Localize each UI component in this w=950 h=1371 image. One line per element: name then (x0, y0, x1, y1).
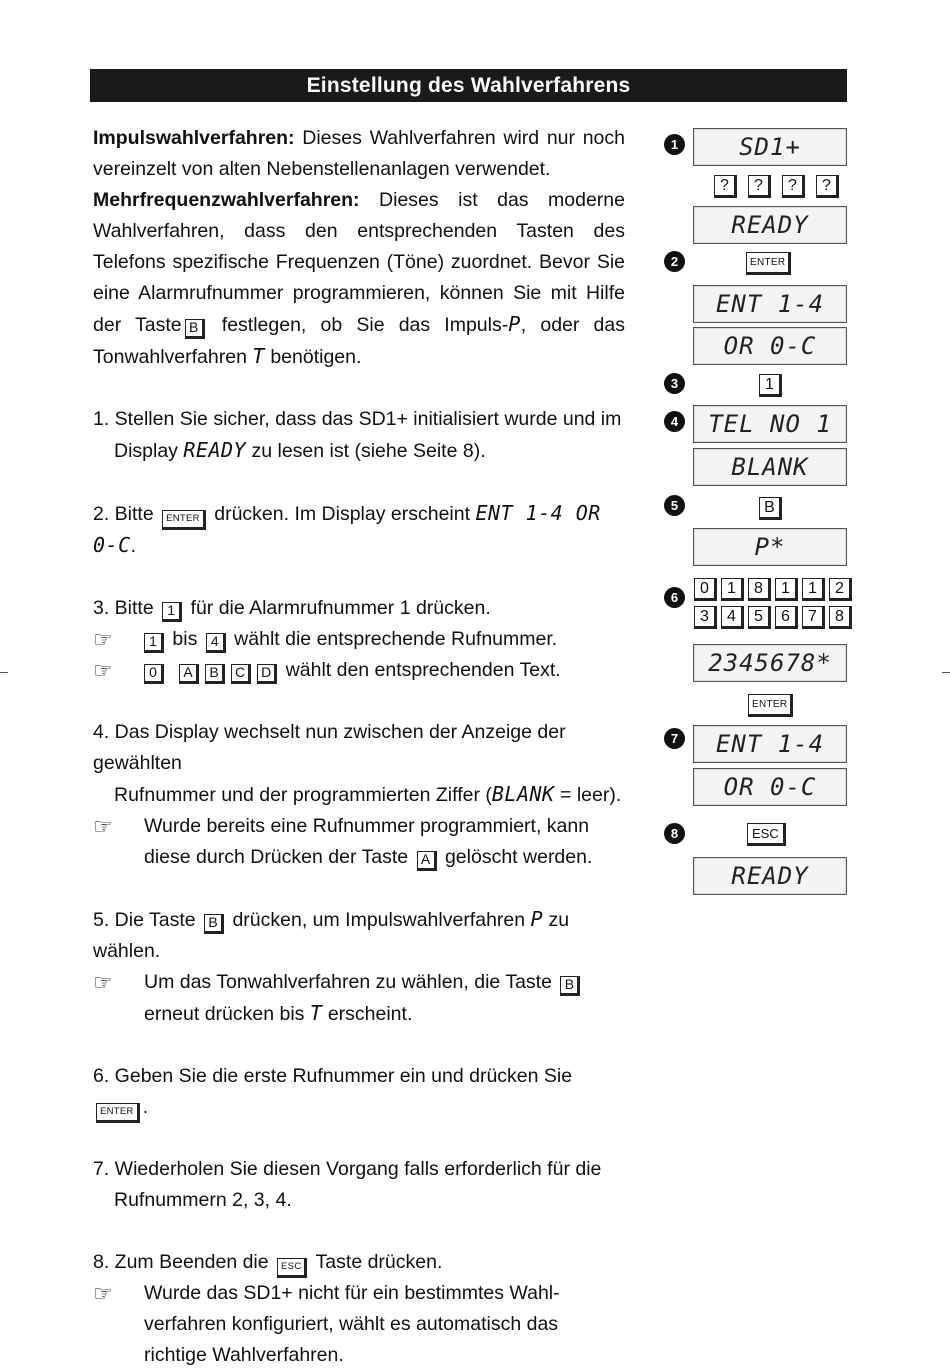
key-esc-icon: ESC (277, 1258, 307, 1278)
note-line-2: diese durch Drücken der Taste (144, 846, 409, 868)
lcd-display: ENT 1-4 (693, 285, 847, 323)
step-1-line-2 (93, 435, 625, 467)
lcd-display: 2345678* (693, 644, 847, 682)
key-d-icon: D (257, 664, 277, 684)
step-2 (93, 498, 625, 562)
step-1-tail: zu lesen ist (siehe Seite 8). (246, 440, 486, 462)
step-6-text: 6. Geben Sie die erste Rufnummer ein und drücken Sie (93, 1065, 573, 1087)
lcd-display: OR 0-C (693, 327, 847, 365)
key-0-icon: 0 (144, 664, 164, 684)
step-5-text: 5. Die Taste (93, 909, 196, 931)
lcd-display: SD1+ (693, 128, 847, 166)
key-enter-icon: ENTER (96, 1103, 140, 1123)
step-1-line-1: 1. Stellen Sie sicher, dass das SD1+ initialisiert wurde und im (93, 408, 622, 430)
mfv-text: Dieses ist das moderne Wahlverfahren, dass den entsprechenden Tasten des Telefons spezifische Frequenzen (Töne) zuordnet. Bevor Sie eine Alarmrufnummer programmieren, können Sie mit Hilfe der Taste (93, 189, 625, 336)
step-5-tail: zu wählen. (93, 909, 570, 962)
step-badge-7: 7 (664, 728, 685, 749)
key-row-question (714, 175, 839, 198)
key-b-icon: B (560, 976, 580, 996)
note-line-1: Wurde das SD1+ nicht für ein bestimmtes Wahl- (144, 1282, 560, 1304)
step-3-note-2 (93, 655, 625, 686)
step-5-text-2: drücken, um Impulswahlverfahren (227, 909, 526, 931)
step-8-text: 8. Zum Beenden die (93, 1251, 269, 1273)
note-line-2: verfahren konfiguriert, wählt es automatisch das (144, 1313, 559, 1335)
main-text (93, 123, 625, 1371)
intro-paragraph (93, 123, 625, 373)
key-1-icon: 1 (162, 602, 182, 622)
lcd-display: ENT 1-4 (693, 725, 847, 763)
step-4 (93, 717, 625, 873)
step-4-text: Rufnummer und der programmierten Ziffer ( (114, 784, 492, 806)
lcd-display: READY (693, 857, 847, 895)
lcd-display: OR 0-C (693, 768, 847, 806)
step-1 (93, 404, 625, 467)
step-8 (93, 1247, 625, 1371)
step-badge-2: 2 (664, 251, 685, 272)
key-4-icon: 4 (206, 633, 226, 653)
key-row-enter-2 (748, 694, 793, 717)
key-digit-icon: 6 (775, 606, 798, 629)
step-3 (93, 593, 625, 686)
lcd-display: BLANK (693, 448, 847, 486)
step-8-note (93, 1278, 625, 1371)
note-line-2-tail: erscheint. (322, 1003, 413, 1025)
pointing-hand-icon: ☞ (93, 627, 113, 652)
key-digit-icon: 8 (829, 606, 852, 629)
lcd-display: P* (693, 528, 847, 566)
key-digit-icon: 8 (748, 578, 771, 601)
key-row-1 (759, 374, 782, 397)
key-digit-icon: 7 (802, 606, 825, 629)
lcd-ready-text: READY (183, 438, 247, 462)
step-7-line-1: 7. Wiederholen Sie diesen Vorgang falls erforderlich für die (93, 1158, 602, 1180)
step-8-tail: Taste drücken. (310, 1251, 443, 1273)
key-1-icon: 1 (144, 633, 164, 653)
lcd-t-symbol: T (309, 1001, 323, 1025)
step-badge-3: 3 (664, 373, 685, 394)
lcd-display: READY (693, 206, 847, 244)
mfv-text-2: festlegen, ob Sie das Impuls- (207, 314, 509, 336)
note-line-2: erneut drücken bis (144, 1003, 305, 1025)
step-4-note (93, 811, 625, 873)
note-bis: bis (167, 628, 203, 650)
key-row-digits-1 (694, 578, 852, 601)
key-c-icon: C (231, 664, 251, 684)
step-badge-4: 4 (664, 411, 685, 432)
pointing-hand-icon: ☞ (93, 1281, 113, 1306)
key-row-digits-2 (694, 606, 852, 629)
key-a-icon: A (417, 851, 437, 871)
key-b-icon: B (204, 914, 224, 934)
step-6-period: . (142, 1096, 149, 1118)
step-4-tail: = leer). (554, 784, 622, 806)
impuls-label: Impulswahlverfahren: (93, 127, 295, 149)
pointing-hand-icon: ☞ (93, 658, 113, 683)
lcd-p-symbol: P (508, 312, 521, 336)
step-5 (93, 904, 625, 1030)
key-a-icon: A (179, 664, 199, 684)
note-line-2-tail: gelöscht werden. (439, 846, 593, 868)
trim-mark-left (0, 672, 8, 673)
step-5-note (93, 967, 625, 1030)
key-digit-icon: 1 (775, 578, 798, 601)
key-b-icon: B (759, 497, 782, 520)
key-row-b (759, 497, 782, 520)
step-badge-1: 1 (664, 134, 685, 155)
step-2-text-2: drücken. Im Display erscheint (208, 503, 471, 525)
lcd-ent-text: ENT 1-4 OR 0-C (93, 501, 601, 557)
trim-mark-right (942, 672, 950, 673)
note-line-3: richtige Wahlverfahren. (144, 1344, 344, 1366)
lcd-blank-text: BLANK (491, 782, 555, 806)
pointing-hand-icon: ☞ (93, 970, 113, 995)
key-b-icon: B (205, 664, 225, 684)
note-text: wählt die entsprechende Rufnummer. (228, 628, 558, 650)
mfv-label: Mehrfrequenzwahlverfahren: (93, 189, 360, 211)
step-1-display-text: Display (114, 440, 178, 462)
impuls-text: Dieses Wahlverfahren wird nur noch vereinzelt von alten Nebenstellenanlagen verwendet. (93, 127, 625, 180)
step-4-line-1: 4. Das Display wechselt nun zwischen der Anzeige der gewählten (93, 721, 566, 774)
step-2-text: 2. Bitte (93, 503, 154, 525)
step-badge-8: 8 (664, 823, 685, 844)
key-question-icon: ? (748, 175, 771, 198)
key-esc-icon: ESC (747, 823, 786, 846)
key-digit-icon: 4 (721, 606, 744, 629)
step-badge-5: 5 (664, 495, 685, 516)
key-digit-icon: 5 (748, 606, 771, 629)
key-question-icon: ? (714, 175, 737, 198)
step-3-note-1 (93, 624, 625, 655)
step-7 (93, 1154, 625, 1216)
note-line-1: Um das Tonwahlverfahren zu wählen, die Taste (144, 971, 552, 993)
key-digit-icon: 3 (694, 606, 717, 629)
key-row-esc (747, 823, 786, 846)
step-3-text-2: für die Alarmrufnummer 1 drücken. (185, 597, 491, 619)
key-1-icon: 1 (759, 374, 782, 397)
key-question-icon: ? (782, 175, 805, 198)
key-digit-icon: 1 (721, 578, 744, 601)
lcd-display: TEL NO 1 (693, 405, 847, 443)
step-3-text: 3. Bitte (93, 597, 154, 619)
key-digit-icon: 0 (694, 578, 717, 601)
step-badge-6: 6 (664, 587, 685, 608)
key-enter-icon: ENTER (748, 694, 793, 717)
lcd-p-symbol: P (530, 907, 544, 931)
key-row-enter (746, 252, 791, 275)
step-6 (93, 1061, 625, 1123)
step-4-line-2 (93, 779, 625, 811)
lcd-t-symbol: T (252, 344, 265, 368)
key-enter-icon: ENTER (746, 252, 791, 275)
note-line-1: Wurde bereits eine Rufnummer programmiert, kann (144, 815, 590, 837)
mfv-text-3: , oder das Tonwahlverfahren (93, 314, 625, 368)
note-text: wählt den entsprechenden Text. (280, 659, 561, 681)
key-digit-icon: 1 (802, 578, 825, 601)
pointing-hand-icon: ☞ (93, 814, 113, 839)
step-7-line-2: Rufnummern 2, 3, 4. (114, 1189, 292, 1211)
mfv-text-4: benötigen. (264, 346, 362, 368)
key-digit-icon: 2 (829, 578, 852, 601)
step-2-period: . (130, 535, 137, 557)
section-header: Einstellung des Wahlverfahrens (90, 69, 847, 102)
key-enter-icon: ENTER (162, 510, 206, 530)
key-b-icon: B (185, 319, 205, 339)
key-question-icon: ? (816, 175, 839, 198)
